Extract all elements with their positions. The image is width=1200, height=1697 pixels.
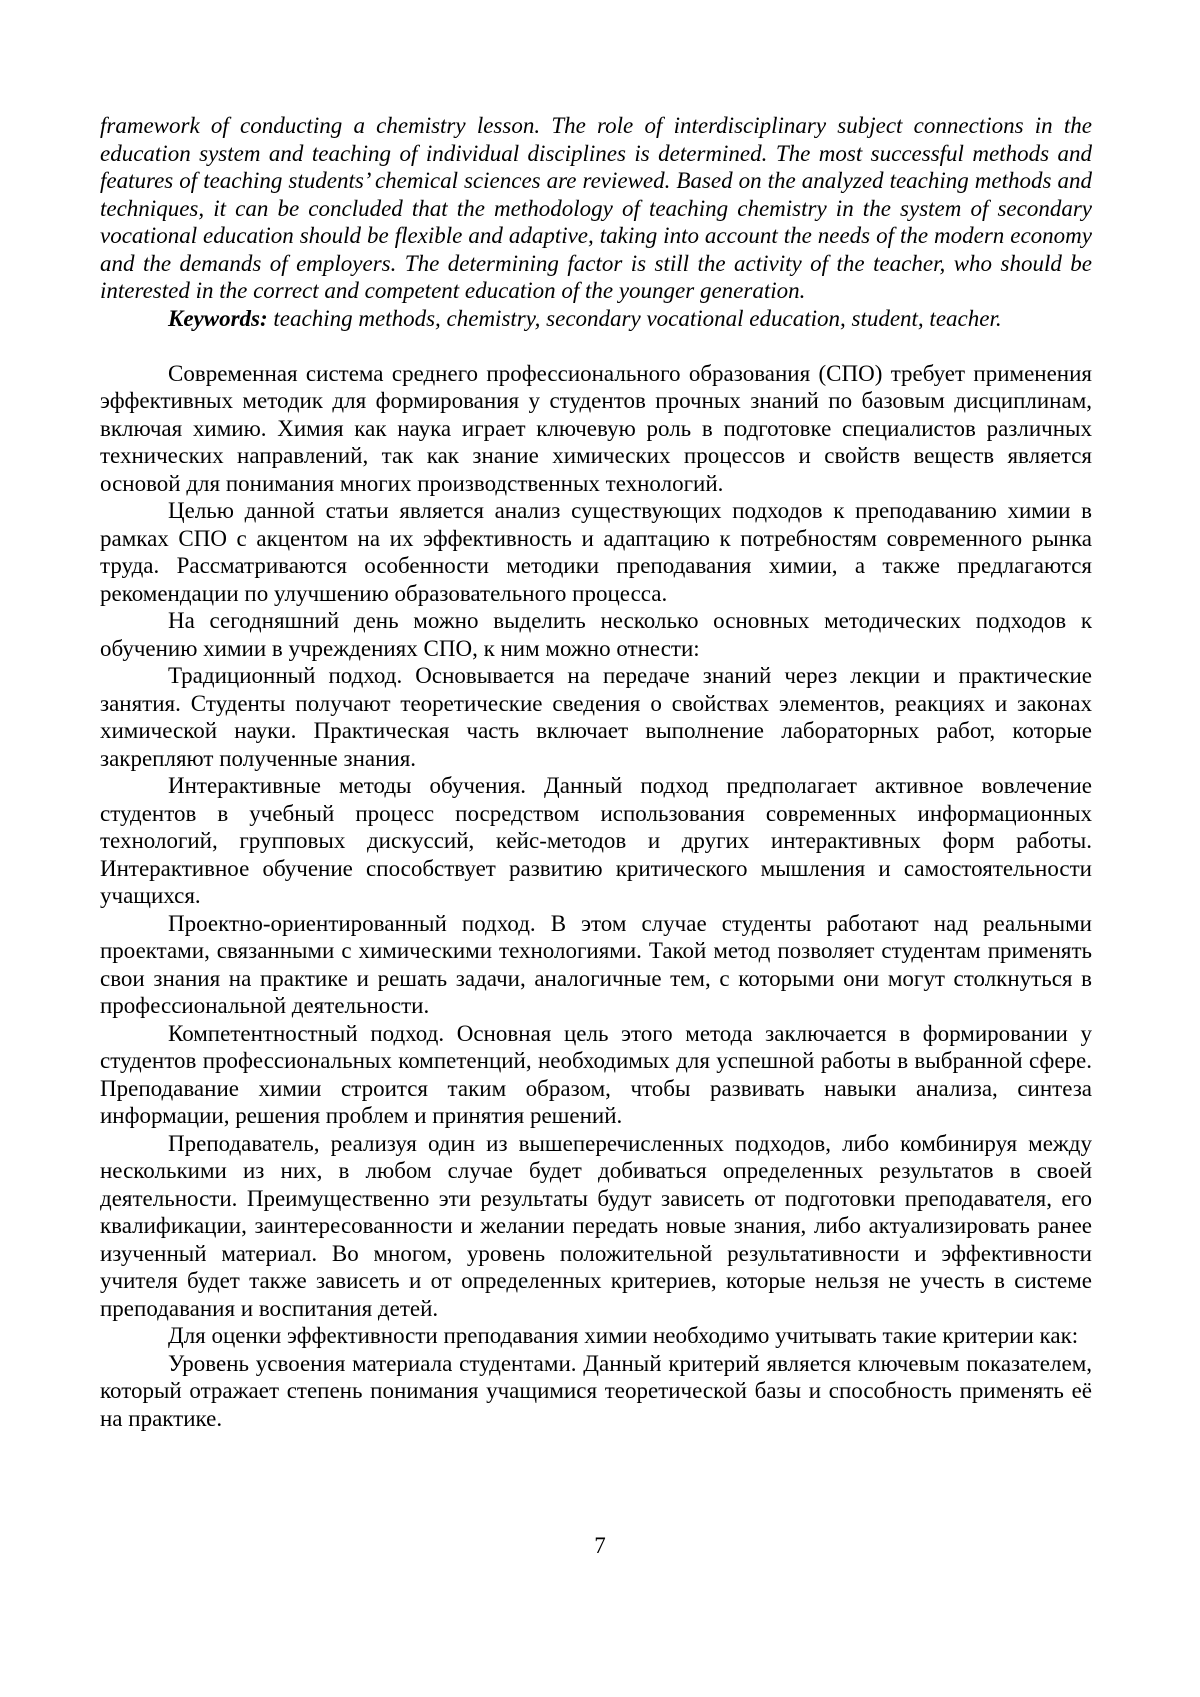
- body-paragraph-material-mastery-criterion: Уровень усвоения материала студентами. Данный критерий является ключевым показателем, который отражает степень понимания учащимися теоретической базы и способность применять её на практике.: [100, 1350, 1092, 1431]
- blank-line-spacer: [100, 332, 1092, 360]
- body-paragraph-traditional-approach: Традиционный подход. Основывается на передаче знаний через лекции и практические занятия. Студенты получают теоретические сведения о свойствах элементов, реакциях и законах химической науки. Практическая часть включает выполнение лабораторных работ, которые закрепляют полученные знания.: [100, 663, 1092, 771]
- body-paragraph-teacher-results: Преподаватель, реализуя один из вышеперечисленных подходов, либо комбинируя между несколькими из них, в любом случае будет добиваться определенных результатов в своей деятельности. Преимущественно эти результаты будут зависеть от подготовки преподавателя, его квалификации, заинтересованности и желании передать новые знания, либо актуализировать ранее изученный материал. Во многом, уровень положительной результативности и эффективности учителя будет также зависеть и от определенных критериев, которые нельзя не учесть в системе преподавания и воспитания детей.: [100, 1130, 1092, 1321]
- keywords-text: teaching methods, chemistry, secondary vocational education, student, teacher.: [267, 305, 1002, 331]
- body-paragraph-criteria-intro: Для оценки эффективности преподавания химии необходимо учитывать такие критерии как:: [168, 1323, 1079, 1348]
- body-paragraph-goal: Целью данной статьи является анализ существующих подходов к преподаванию химии в рамках СПО с акцентом на их эффективность и адаптацию к потребностям современного рынка труда. Рассматриваются особенности методики преподавания химии, а также предлагаются рекомендации по улучшению образовательного процесса.: [100, 498, 1092, 606]
- page-number: 7: [594, 1533, 606, 1558]
- keywords-line: [100, 305, 1092, 333]
- body-paragraph-approaches-list-intro: На сегодняшний день можно выделить несколько основных методических подходов к обучению химии в учреждениях СПО, к ним можно отнести:: [100, 608, 1092, 661]
- body-paragraph-project-oriented-approach: Проектно-ориентированный подход. В этом случае студенты работают над реальными проектами, связанными с химическими технологиями. Такой метод позволяет студентам применять свои знания на практике и решать задачи, аналогичные тем, с которыми они могут столкнуться в профессиональной деятельности.: [100, 910, 1092, 1018]
- body-paragraph-interactive-methods: Интерактивные методы обучения. Данный подход предполагает активное вовлечение студентов в учебный процесс посредством использования современных информационных технологий, групповых дискуссий, кейс-методов и других интерактивных форм работы. Интерактивное обучение способствует развитию критического мышления и самостоятельности учащихся.: [100, 773, 1092, 908]
- page-content: [100, 112, 1092, 1432]
- abstract-paragraph: framework of conducting a chemistry lesson. The role of interdisciplinary subject connections in the education system and teaching of individual disciplines is determined. The most successful methods and features of teaching students’ chemical sciences are reviewed. Based on the analyzed teaching methods and techniques, it can be concluded that the methodology of teaching chemistry in the system of secondary vocational education should be flexible and adaptive, taking into account the needs of the modern economy and the demands of employers. The determining factor is still the activity of the teacher, who should be interested in the correct and competent education of the younger generation.: [100, 113, 1092, 303]
- body-paragraph-intro: Современная система среднего профессионального образования (СПО) требует применения эффективных методик для формирования у студентов прочных знаний по базовым дисциплинам, включая химию. Химия как наука играет ключевую роль в подготовке специалистов различных технических направлений, так как знание химических процессов и свойств веществ является основой для понимания многих производственных технологий.: [100, 360, 1092, 496]
- body-paragraph-competency-approach: Компетентностный подход. Основная цель этого метода заключается в формировании у студентов профессиональных компетенций, необходимых для успешной работы в выбранной сфере. Преподавание химии строится таким образом, чтобы развивать навыки анализа, синтеза информации, решения проблем и принятия решений.: [100, 1020, 1092, 1128]
- keywords-label: Keywords:: [168, 305, 268, 331]
